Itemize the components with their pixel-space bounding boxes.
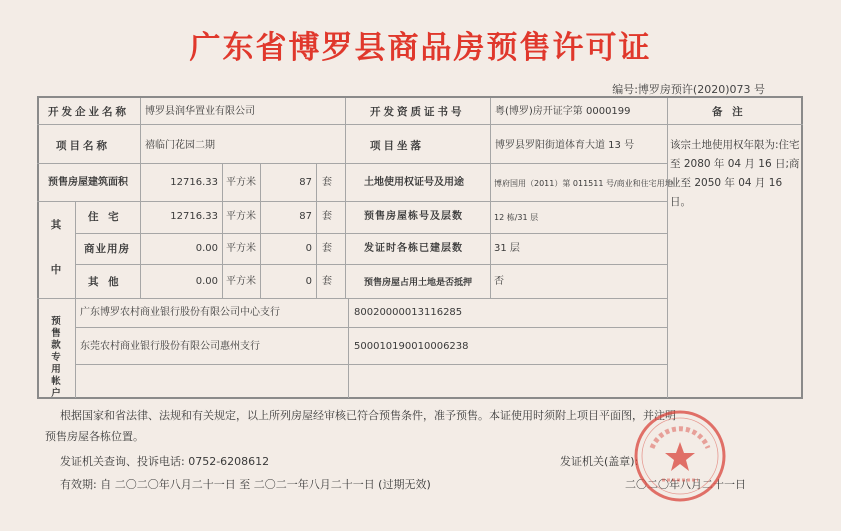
escrow-account-char: 户 [51,388,61,399]
presale-area-count-unit: 套 [322,177,332,188]
residential-unit: 平方米 [226,211,256,222]
built-floors-value: 31 层 [494,243,520,254]
other-label: 其 他 [88,276,122,288]
other-area: 0.00 [195,276,218,287]
statement-line2: 预售房屋各栋位置。 [45,430,144,443]
bank2-account: 500010190010006238 [354,341,469,352]
commercial-count-unit: 套 [322,243,332,254]
mortgage-label: 预售房屋占用土地是否抵押 [364,278,473,288]
commercial-label: 商业用房 [84,243,130,255]
building-no-value: 12 栋/31 层 [494,213,539,222]
developer-value: 博罗县润华置业有限公司 [145,106,255,117]
remarks-text: 该宗土地使用权年限为:住宅至 2080 年 04 月 16 日;商业至 2050 年 04 月 16 日。 [670,139,800,208]
official-seal-icon [632,408,728,504]
project-label: 项目名称 [56,140,110,152]
presale-area-value: 12716.33 [170,177,218,188]
commercial-count: 0 [305,243,312,254]
land-cert-value: 博府国用（2011）第 011511 号/商业和住宅用地 [494,179,673,188]
escrow-account-char: 预 [51,316,61,327]
building-no-label: 预售房屋栋号及层数 [364,211,463,222]
bank2-name: 东莞农村商业银行股份有限公司惠州支行 [80,341,260,352]
other-unit: 平方米 [226,276,256,287]
developer-label: 开发企业名称 [48,106,129,118]
certificate-number: 编号:博罗房预许(2020)073 号 [612,83,765,96]
validity-period: 有效期: 自 二〇二〇年八月二十一日 至 二〇二一年八月二十一日 (过期无效) [60,478,431,491]
commercial-area: 0.00 [195,243,218,254]
qualification-value: 粤(博罗)房开证字第 0000199 [495,106,631,117]
escrow-account-char: 款 [51,340,61,351]
issue-date: 二〇二〇年八月二十一日 [625,478,746,491]
presale-area-unit: 平方米 [226,177,256,188]
bank1-account: 80020000013116285 [354,307,463,318]
certificate-title: 广东省博罗县商品房预售许可证 [189,30,652,66]
issuer-label: 发证机关(盖章): [560,455,639,468]
other-count: 0 [305,276,312,287]
residential-label: 住 宅 [88,211,122,223]
mortgage-value: 否 [494,276,504,287]
remarks-label: 备 注 [712,106,746,118]
escrow-account-char: 用 [51,364,61,375]
bank1-name: 广东博罗农村商业银行股份有限公司中心支行 [80,307,280,318]
residential-count: 87 [299,211,312,222]
among-label-top: 其 [50,219,62,231]
residential-area: 12716.33 [170,211,218,222]
built-floors-label: 发证时各栋已建层数 [364,243,463,254]
escrow-account-char: 售 [51,328,61,339]
contact-phone: 发证机关查询、投诉电话: 0752-6208612 [60,455,270,468]
land-cert-label: 土地使用权证号及用途 [364,177,464,188]
escrow-account-char: 帐 [51,376,61,387]
project-value: 禧临门花园二期 [145,140,215,151]
presale-area-count: 87 [299,177,312,188]
presale-area-label: 预售房屋建筑面积 [48,177,128,188]
qualification-label: 开发资质证书号 [370,106,465,118]
statement-line1: 根据国家和省法律、法规和有关规定，以上所列房屋经审核已符合预售条件，准予预售。本证使用时须附上项目平面图，并注明 [60,409,676,422]
other-count-unit: 套 [322,276,332,287]
escrow-account-char: 专 [51,352,61,363]
commercial-unit: 平方米 [226,243,256,254]
among-label-bottom: 中 [50,264,62,276]
location-value: 博罗县罗阳街道体育大道 13 号 [495,140,635,151]
residential-count-unit: 套 [322,211,332,222]
location-label: 项目坐落 [370,140,424,152]
